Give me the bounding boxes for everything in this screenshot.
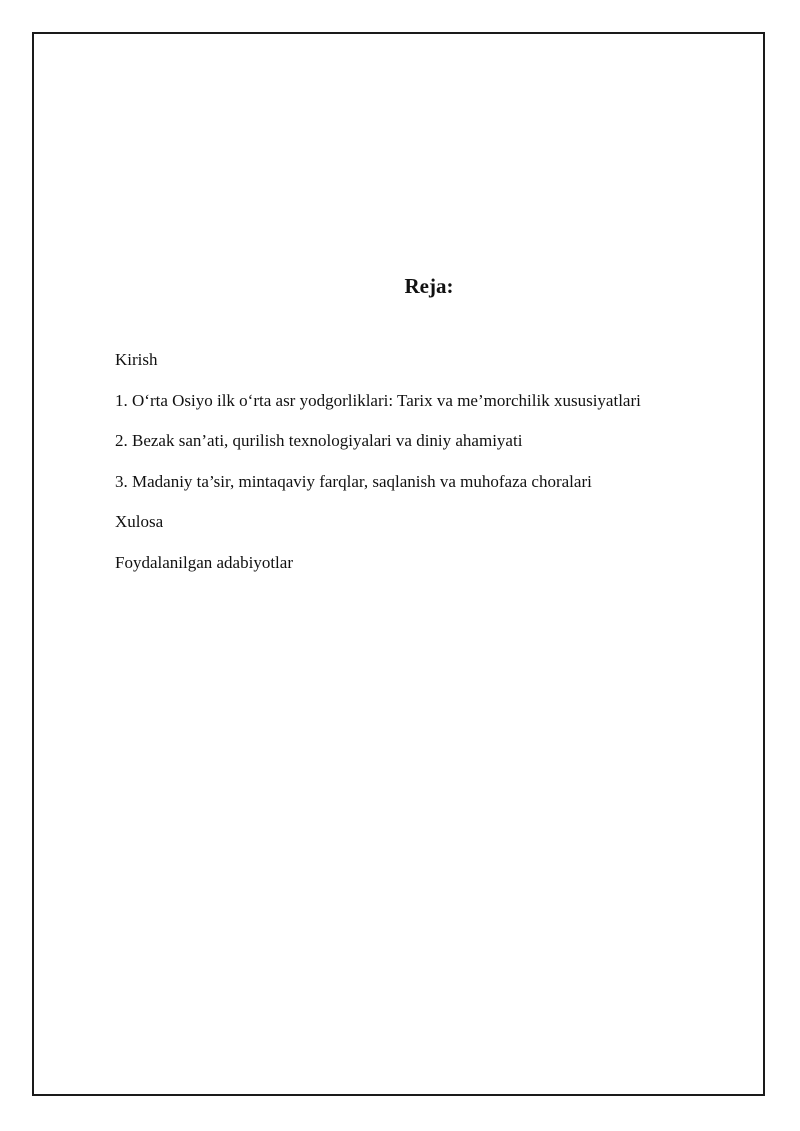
toc-item-chapter-3: 3. Madaniy ta’sir, mintaqaviy farqlar, saqlanish va muhofaza choralari bbox=[115, 471, 592, 491]
toc-item-references: Foydalanilgan adabiyotlar bbox=[115, 552, 293, 572]
toc-item-introduction: Kirish bbox=[115, 350, 158, 369]
plan-title: Reja: bbox=[404, 274, 454, 298]
toc-item-chapter-1: 1. O‘rta Osiyo ilk o‘rta asr yodgorliklari: Tarix va me’morchilik xususiyatlari bbox=[115, 390, 641, 410]
table-of-contents bbox=[115, 350, 641, 593]
toc-item-conclusion: Xulosa bbox=[115, 512, 164, 531]
toc-item-chapter-2: 2. Bezak san’ati, qurilish texnologiyalari va diniy ahamiyati bbox=[115, 431, 523, 450]
